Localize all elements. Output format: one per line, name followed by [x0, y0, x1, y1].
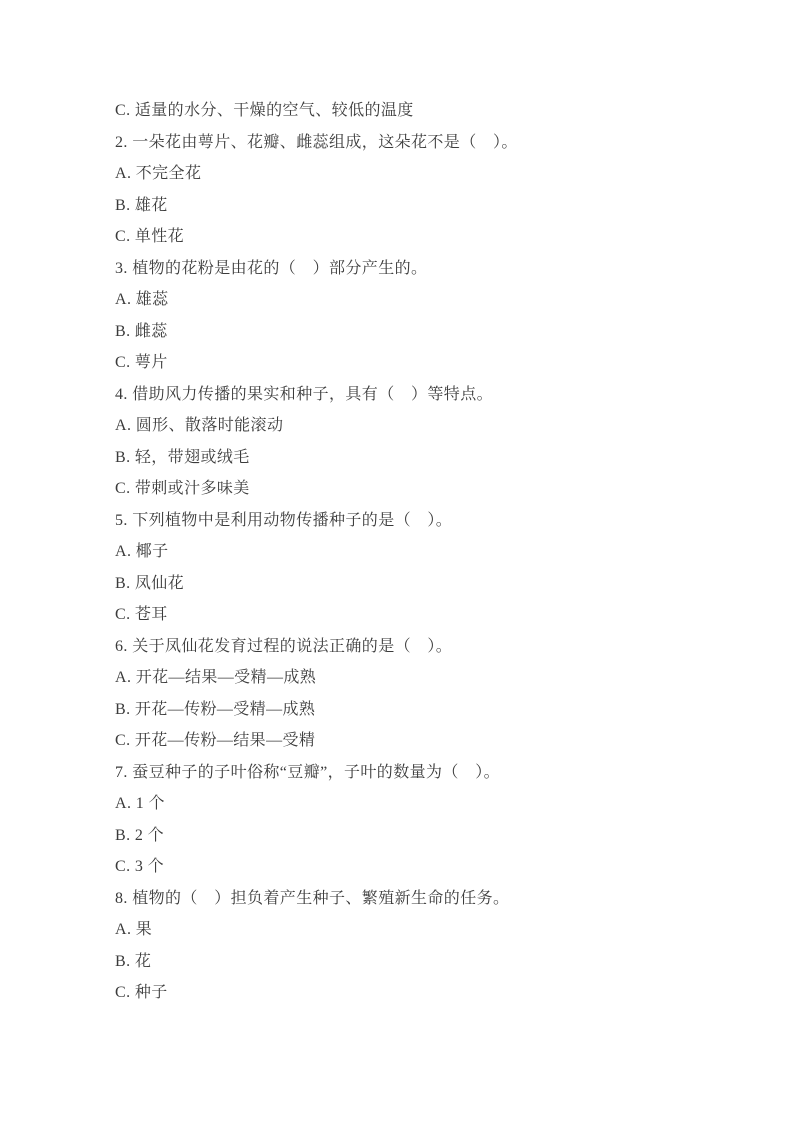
option-line: C. 适量的水分、干燥的空气、较低的温度	[115, 102, 414, 119]
question-prompt: 7. 蚕豆种子的子叶俗称“豆瓣”，子叶的数量为（ ）。	[115, 763, 501, 781]
option-line: A. 1 个	[115, 795, 165, 812]
option-line: C. 开花—传粉—结果—受精	[115, 732, 316, 749]
option-line: B. 轻，带翅或绒毛	[115, 448, 250, 466]
option-line: B. 2 个	[115, 826, 165, 844]
option-line: A. 开花—结果—受精—成熟	[115, 669, 317, 686]
question-prompt: 3. 植物的花粉是由花的（ ）部分产生的。	[115, 259, 428, 277]
option-line: C. 3 个	[115, 858, 165, 875]
option-line: B. 开花—传粉—受精—成熟	[115, 700, 316, 718]
option-line: B. 凤仙花	[115, 574, 185, 592]
option-line: C. 萼片	[115, 354, 168, 371]
question-prompt: 5. 下列植物中是利用动物传播种子的是（ ）。	[115, 511, 453, 529]
option-line: B. 雌蕊	[115, 322, 168, 340]
option-line: C. 单性花	[115, 228, 185, 245]
option-line: C. 带刺或汁多味美	[115, 480, 250, 497]
option-line: C. 苍耳	[115, 606, 168, 623]
option-line: A. 不完全花	[115, 165, 202, 182]
option-line: A. 果	[115, 921, 153, 938]
option-line: A. 雄蕊	[115, 291, 169, 308]
question-prompt: 4. 借助风力传播的果实和种子，具有（ ）等特点。	[115, 385, 494, 403]
question-prompt: 8. 植物的（ ）担负着产生种子、繁殖新生命的任务。	[115, 889, 510, 907]
option-line: B. 雄花	[115, 196, 168, 214]
question-prompt: 6. 关于凤仙花发育过程的说法正确的是（ ）。	[115, 637, 453, 655]
option-line: C. 种子	[115, 984, 168, 1001]
question-prompt: 2. 一朵花由萼片、花瓣、雌蕊组成，这朵花不是（ ）。	[115, 133, 518, 151]
option-line: B. 花	[115, 952, 152, 970]
option-line: A. 椰子	[115, 543, 169, 560]
option-line: A. 圆形、散落时能滚动	[115, 417, 284, 434]
quiz-body	[115, 95, 705, 1009]
